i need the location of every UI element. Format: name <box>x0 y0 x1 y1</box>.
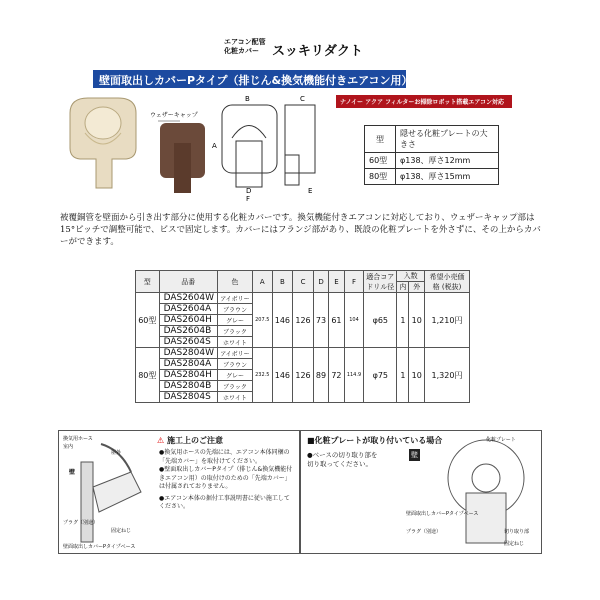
product-code: DAS2604S <box>159 337 217 348</box>
plate-label: 固定ねじ <box>504 541 525 547</box>
price-value: 1,210円 <box>425 293 470 348</box>
dim-c-value: 126 <box>293 293 314 348</box>
dim-a-value: 232.5 <box>252 348 272 403</box>
col-f: F <box>344 271 364 293</box>
col-qty-out: 外 <box>409 282 425 293</box>
caution-title-text: 施工上のご注意 <box>166 436 223 445</box>
product-code: DAS2804H <box>159 370 217 381</box>
product-code: DAS2804S <box>159 392 217 403</box>
dim-a: A <box>212 142 217 150</box>
plate-label: 切り取り部 <box>504 529 530 535</box>
core-value: φ65 <box>364 293 397 348</box>
qty-in-value: 1 <box>397 348 409 403</box>
product-code: DAS2604W <box>159 293 217 304</box>
product-name: スッキリダクト <box>272 44 363 59</box>
plate-note-title: ■化粧プレートが取り付いている場合 <box>307 436 443 445</box>
product-code: DAS2604B <box>159 326 217 337</box>
product-code: DAS2804W <box>159 348 217 359</box>
dimension-diagram <box>150 93 330 203</box>
product-color: ブラック <box>217 381 252 392</box>
illus-label: 壁面取出しカバーPタイプベース <box>63 544 136 550</box>
dim-d-value: 73 <box>313 293 328 348</box>
product-code: DAS2604H <box>159 315 217 326</box>
size-head-size: 隠せる化粧プレートの大きさ <box>396 126 499 153</box>
product-code: DAS2804A <box>159 359 217 370</box>
price-value: 1,320円 <box>425 348 470 403</box>
col-color: 色 <box>217 271 252 293</box>
brand-line1: エアコン配管 <box>224 38 266 46</box>
product-color: ホワイト <box>217 392 252 403</box>
product-photo <box>60 93 148 193</box>
product-code: DAS2804B <box>159 381 217 392</box>
product-color: グレー <box>217 315 252 326</box>
dim-b-value: 146 <box>272 293 293 348</box>
dim-d: D <box>246 187 252 195</box>
illus-label: 屋外 <box>111 450 122 456</box>
dim-e-value: 61 <box>329 293 344 348</box>
col-a: A <box>252 271 272 293</box>
product-color: グレー <box>217 370 252 381</box>
description: 被覆銅管を壁面から引き出す部分に使用する化粧カバーです。換気機能付きエアコンに対応しており、ウェザーキャップ部は15°ピッチで調整可能で、ビスで固定します。カバーにはフランジ部があり、既設の化粧プレートを外さずに、その上からカバーができます。 <box>60 213 541 247</box>
title-bar: 壁面取出しカバーPタイプ（排じん&換気機能付きエアコン用） <box>93 70 406 88</box>
group-type: 80型 <box>136 348 160 403</box>
dim-b: B <box>245 95 250 103</box>
spec-table <box>135 270 470 403</box>
dim-a-value: 207.5 <box>252 293 272 348</box>
install-panel <box>58 430 300 554</box>
plate-note-line: ●ベースの切り取り部を <box>307 451 378 459</box>
install-illustration <box>61 432 156 552</box>
illus-label: 固定ねじ <box>111 528 132 534</box>
product-color: ホワイト <box>217 337 252 348</box>
product-color: アイボリー <box>217 293 252 304</box>
illus-label: 換気用ホース <box>63 436 93 442</box>
qty-in-value: 1 <box>397 293 409 348</box>
caution-text <box>159 449 294 512</box>
product-color: アイボリー <box>217 348 252 359</box>
product-color: ブラウン <box>217 304 252 315</box>
illus-label: 室内 <box>63 444 74 450</box>
plate-illustration <box>406 433 536 551</box>
plate-label: 壁面取出しカバーPタイプベース <box>406 511 479 517</box>
col-e: E <box>329 271 344 293</box>
col-code: 品番 <box>159 271 217 293</box>
dim-c-value: 126 <box>293 348 314 403</box>
col-type: 型 <box>136 271 160 293</box>
dim-e: E <box>308 187 313 195</box>
size-head-type: 型 <box>365 126 396 153</box>
size-value: φ138、厚さ15mm <box>396 169 499 185</box>
dim-c: C <box>300 95 305 103</box>
caution-title <box>157 435 223 446</box>
qty-out-value: 10 <box>409 348 425 403</box>
dim-b-value: 146 <box>272 348 293 403</box>
col-d: D <box>313 271 328 293</box>
compat-banner: ナノイー アクア フィルターお掃除ロボット搭載エアコン対応 <box>336 95 512 108</box>
illus-label: プラグ（別途） <box>63 520 99 526</box>
plate-note-text <box>307 451 377 469</box>
size-value: φ138、厚さ12mm <box>396 153 499 169</box>
product-code: DAS2604A <box>159 304 217 315</box>
warning-icon: ⚠ <box>157 436 165 445</box>
group-type: 60型 <box>136 293 160 348</box>
size-type: 80型 <box>365 169 396 185</box>
dim-d-value: 89 <box>313 348 328 403</box>
product-color: ブラウン <box>217 359 252 370</box>
product-color: ブラック <box>217 326 252 337</box>
col-core: 適合コア ドリル径 <box>364 271 397 293</box>
caution-line: ●壁面取出しカバーPタイプ（排じん&換気機能付きエアコン用）の取付けのための「先端カバー」は付属されておりません。 <box>159 466 293 490</box>
col-b: B <box>272 271 293 293</box>
wall-badge: 壁 <box>411 451 418 459</box>
plate-note-panel <box>300 430 542 554</box>
weather-cap-label: ウェザーキャップ <box>150 112 198 119</box>
col-c: C <box>293 271 314 293</box>
col-qty: 入数 <box>397 271 425 282</box>
size-type: 60型 <box>365 153 396 169</box>
plate-note-line: 切り取ってください。 <box>307 460 372 468</box>
qty-out-value: 10 <box>409 293 425 348</box>
plate-label: プラグ（別途） <box>406 529 442 535</box>
dim-f: F <box>246 195 251 203</box>
caution-line: ●エアコン本体の据付工事説明書に従い施工してください。 <box>159 494 290 510</box>
dim-f-value: 114.9 <box>344 348 364 403</box>
col-price: 希望小売価格 (税抜) <box>425 271 470 293</box>
illus-label: 壁 <box>69 469 76 476</box>
dim-f-value: 104 <box>344 293 364 348</box>
dim-e-value: 72 <box>329 348 344 403</box>
plate-size-table <box>364 125 499 185</box>
core-value: φ75 <box>364 348 397 403</box>
plate-label: 化粧プレート <box>486 437 516 443</box>
caution-line: ●換気用ホースの先端には、エアコン本体同梱の「先端カバー」を取付けてください。 <box>159 449 290 465</box>
col-qty-in: 内 <box>397 282 409 293</box>
brand-line2: 化粧カバー <box>224 47 259 55</box>
